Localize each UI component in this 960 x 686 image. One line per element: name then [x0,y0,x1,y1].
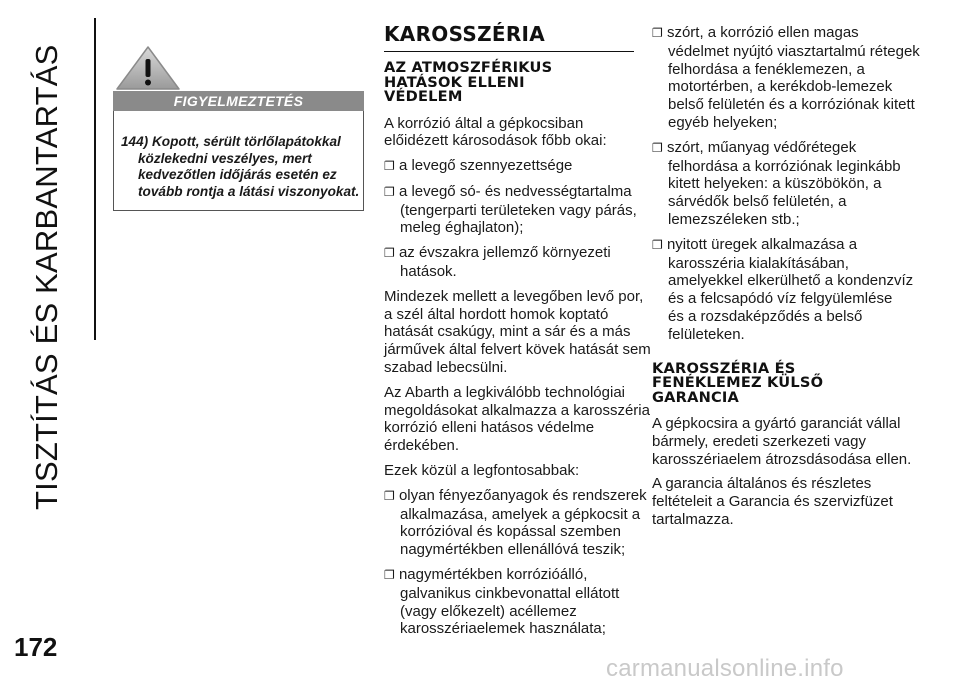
warning-line: 144) Kopott, sérült törlőlapátokkal [121,134,341,149]
watermark: carmanualsonline.info [606,655,844,682]
checkbox-bullet-icon: ❐ [652,140,663,155]
list-item: ❐ nagymértékben korrózióálló, galvanikus cinkbevonattal ellátott (vagy előkezelt) acéllemez karosszériaelemek használata; [384,566,620,638]
list-item: ❐ olyan fényezőanyagok és rendszerek alkalmazása, amelyek a gépkocsit a korrózióval és kopással szemben nagymértékben ellenállóvá teszik; [384,486,647,559]
paragraph: A garancia általános és részletes feltételeit a Garancia és szervizfüzet tartalmazza. [652,475,893,529]
subsection-heading: AZ ATMOSZFÉRIKUS HATÁSOK ELLENI VÉDELEM [384,59,553,105]
list-item: ❐ a levegő só- és nedvességtartalma (tengerparti területeken vagy párás, meleg éghajlaton); [384,182,637,237]
paragraph: Az Abarth a legkiválóbb technológiai megoldásokat alkalmazza a karosszéria korrózió elleni hatásos védelme érdekében. [384,383,650,455]
warning-triangle-icon [115,45,181,91]
side-rule [94,18,96,340]
warning-text [121,134,361,200]
list-item: ❐ szórt, műanyag védőrétegek felhordása a korróziónak leginkább kitett helyeken: a küszöbökön, a sárvédők belső felületén, a lemezszéleken stb.; [652,138,901,228]
side-title: TISZTÍTÁS ÉS KARBANTARTÁS [29,44,64,510]
paragraph: Mindezek mellett a levegőben levő por, a szél által hordott homok koptató hatását csakúgy, mint a sár és a más járművek által felvert kövek hatását sem szabad lebecsülni. [384,287,651,377]
list-item: ❐ az évszakra jellemző környezeti hatások. [384,244,611,281]
checkbox-bullet-icon: ❐ [384,246,395,261]
subsection-heading: KAROSSZÉRIA ÉS FENÉKLEMEZ KÜLSŐ GARANCIA [652,359,824,406]
section-title: KAROSSZÉRIA [384,22,634,52]
list-item: ❐ nyitott üregek alkalmazása a karosszéria kialakításában, amelyekkel elkerülhető a kondenzvíz és a felcsapódó víz felgyülemlése és a rozsdaképződés a belső felületeken. [652,235,914,343]
checkbox-bullet-icon: ❐ [384,184,395,199]
warning-box [113,111,364,211]
right-column [652,24,942,536]
list-item: ❐ szórt, a korrózió ellen magas védelmet nyújtó viasztartalmú rétegek felhordása a fenéklemezen, a motortérben, a kerékdob-lemezek belső felületén és a korróziónak kitett egyéb helyeken; [652,24,920,131]
paragraph: A gépkocsira a gyártó garanciát vállal bármely, eredeti szerkezeti vagy karosszériaelem átrozsdásodása ellen. [652,415,912,468]
checkbox-bullet-icon: ❐ [384,568,395,583]
warning-line: tovább rontja a látási viszonyokat. [138,183,360,199]
warning-title: FIGYELMEZTETÉS [113,91,364,111]
page-number: 172 [14,632,58,662]
checkbox-bullet-icon: ❐ [384,159,395,174]
checkbox-bullet-icon: ❐ [652,237,663,252]
intro-paragraph: A korrózió által a gépkocsiban előidézett károsodások főbb okai: [384,114,607,150]
paragraph: Ezek közül a legfontosabbak: [384,462,580,480]
checkbox-bullet-icon: ❐ [652,26,663,40]
middle-column [384,59,651,645]
warning-line: kedvezőtlen időjárás esetén ez [138,167,337,182]
checkbox-bullet-icon: ❐ [384,488,395,503]
list-item: ❐ a levegő szennyezettsége [384,157,573,175]
warning-line: közlekedni veszélyes, mert [138,150,312,166]
